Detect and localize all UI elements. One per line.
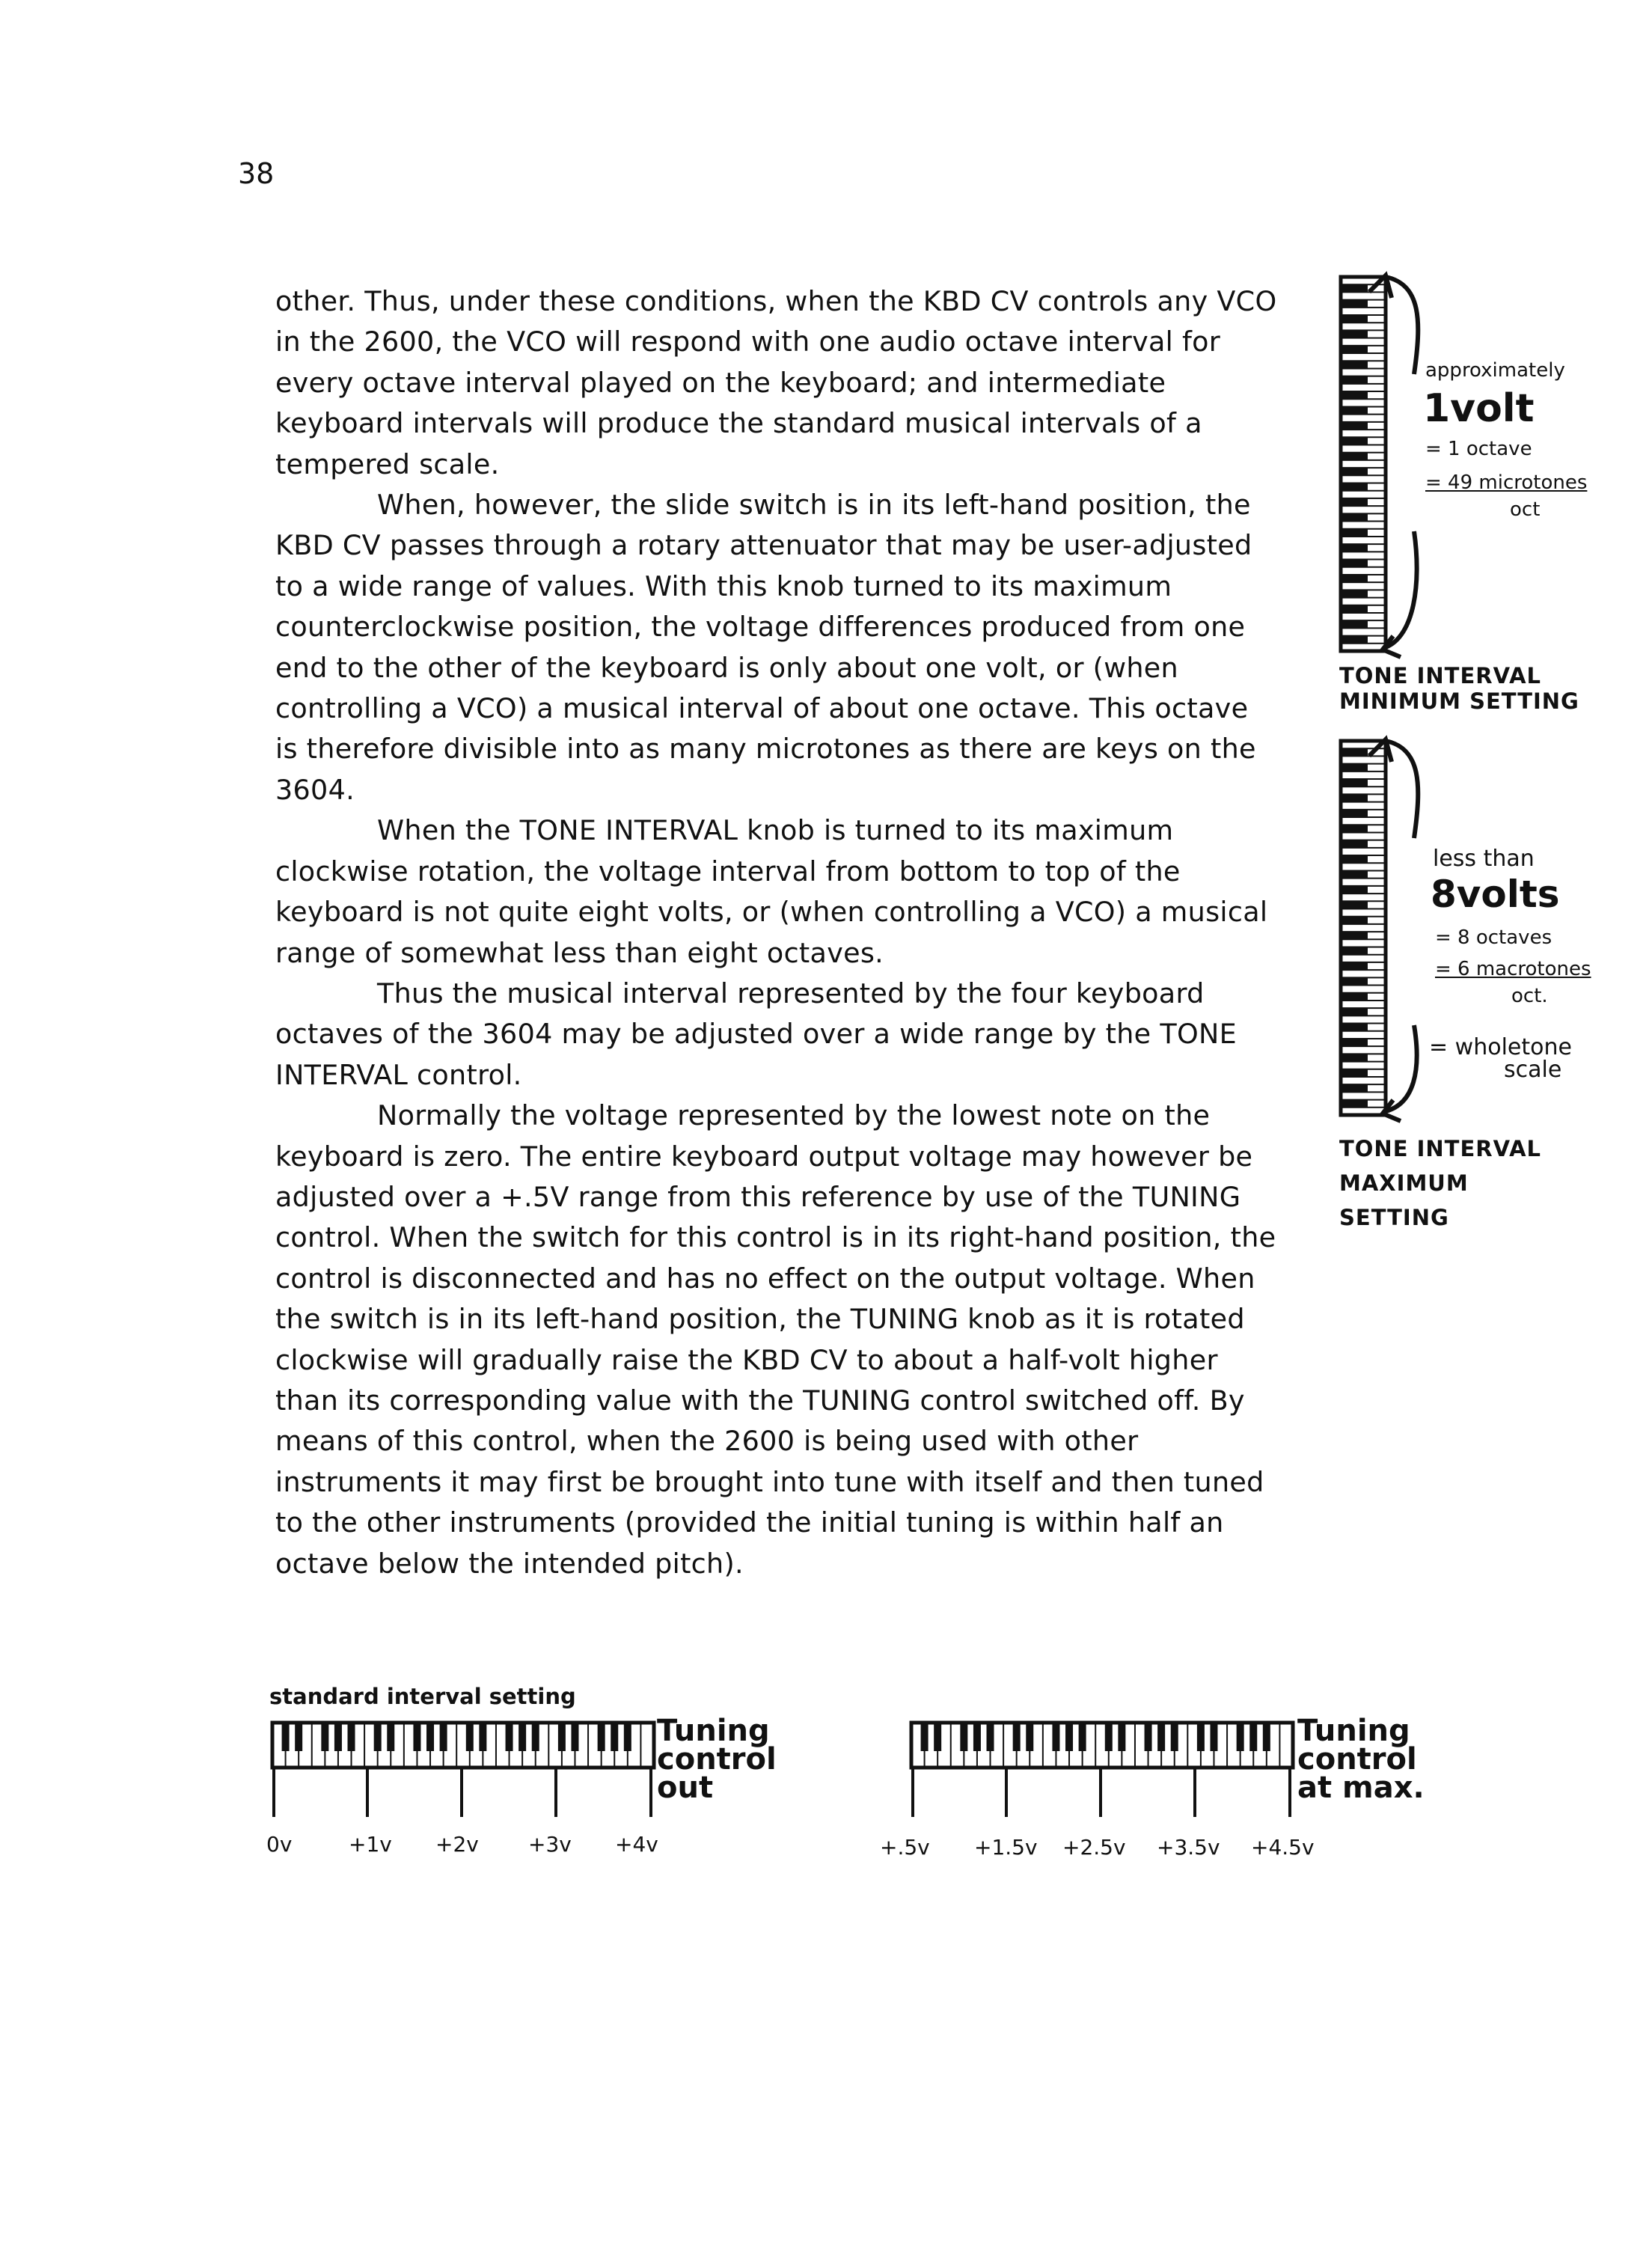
black-key — [1341, 330, 1368, 337]
black-key — [1249, 1723, 1257, 1751]
black-key — [1341, 932, 1368, 939]
one-volt-note: 1volt — [1423, 386, 1535, 431]
scale-note: scale — [1504, 1057, 1562, 1083]
black-key — [1341, 1100, 1368, 1108]
keyboard-horizontal-left — [271, 1721, 667, 1826]
black-key — [413, 1723, 420, 1751]
black-key — [921, 1723, 929, 1751]
one-octave-note: = 1 octave — [1425, 438, 1532, 460]
black-key — [1341, 605, 1368, 613]
black-key — [1026, 1723, 1033, 1751]
paragraph: Thus the musical interval represented by the four keyboard octaves of the 3604 may be adjusted over a wide range by the TONE INTERVAL control. — [275, 977, 1237, 1091]
microtones-note: = 49 microtones — [1425, 471, 1588, 494]
tuning-line: Tuning — [657, 1714, 770, 1748]
black-key — [1341, 993, 1368, 1001]
black-key — [1013, 1723, 1021, 1751]
tuning-line: control — [657, 1742, 777, 1777]
caption-line: TONE INTERVAL — [1339, 663, 1541, 688]
less-than-note: less than — [1433, 846, 1535, 872]
black-key — [987, 1723, 994, 1751]
black-key — [1145, 1723, 1152, 1751]
black-key — [1341, 1039, 1368, 1046]
black-key — [282, 1723, 290, 1751]
black-key — [1171, 1723, 1178, 1751]
tuning-line: control — [1297, 1742, 1417, 1777]
black-key — [1341, 962, 1368, 970]
black-key — [1341, 977, 1368, 985]
black-key — [1341, 917, 1368, 924]
volt-label: +.5v — [880, 1835, 930, 1860]
black-key — [1341, 529, 1368, 537]
black-key — [1210, 1723, 1217, 1751]
black-key — [1341, 346, 1368, 353]
caption-line: TONE INTERVAL — [1339, 1136, 1541, 1161]
black-key — [1341, 1008, 1368, 1015]
volt-label: +4v — [615, 1832, 658, 1857]
black-key — [1341, 590, 1368, 597]
tuning-line: out — [657, 1771, 714, 1805]
black-key — [1341, 575, 1368, 582]
black-key — [934, 1723, 941, 1751]
paragraph: When, however, the slide switch is in its left-hand position, the KBD CV passes through a rotary attenuator that may be user-adjusted to a wide range of values. With this knob turned to its maximum counterclockwise position, the voltage differences produced from one end to the other of the keyboard is only about one volt, or (when controlling a VCO) a musical interval of about one octave. This octave is therefore divisible into as many microtones as there are keys on the 3604. — [275, 489, 1256, 806]
black-key — [1197, 1723, 1205, 1751]
black-key — [1341, 810, 1368, 817]
black-key — [1341, 947, 1368, 955]
eight-octaves-note: = 8 octaves — [1435, 926, 1552, 949]
approx-note: approximately — [1425, 359, 1565, 382]
black-key — [1105, 1723, 1113, 1751]
volt-label: +2v — [435, 1832, 479, 1857]
black-key — [1341, 901, 1368, 908]
oct-note: oct. — [1511, 985, 1548, 1007]
black-key — [1341, 498, 1368, 506]
paragraph: Normally the voltage represented by the lowest note on the keyboard is zero. The entire keyboard output voltage may however be adjusted over a +.5V range from this reference by use of the TUNING control. When the switch for this control is in its right-hand position, the control is disconnected and has no effect on the output voltage. When the switch is in its left-hand position, the TUNING knob as it is rotated clockwise will gradually raise the KBD CV to about a half-volt higher than its corresponding value with the TUNING control switched off. By means of this control, when the 2600 is being used with other instruments it may first be brought into tune with itself and then tuned to the other instruments (provided the initial tuning is within half an octave below the intended pitch). — [275, 1099, 1276, 1580]
black-key — [1341, 748, 1368, 756]
caption-line: MINIMUM SETTING — [1339, 688, 1579, 714]
black-key — [374, 1723, 382, 1751]
body-text — [275, 281, 1278, 1584]
black-key — [1341, 315, 1368, 323]
volt-label: +1v — [349, 1832, 392, 1857]
standard-interval-label: standard interval setting — [269, 1684, 576, 1709]
keyboard-vertical-min — [1339, 262, 1422, 666]
keyboard-horizontal-right — [910, 1721, 1306, 1826]
black-key — [1341, 453, 1368, 460]
black-key — [1065, 1723, 1073, 1751]
black-key — [1341, 1084, 1368, 1092]
black-key — [1341, 513, 1368, 521]
black-key — [321, 1723, 328, 1751]
caption-line: SETTING — [1339, 1205, 1449, 1230]
black-key — [1341, 620, 1368, 628]
volt-label: +2.5v — [1062, 1835, 1126, 1860]
black-key — [1341, 636, 1368, 644]
wholetone-note: = wholetone — [1429, 1034, 1572, 1060]
tuning-line: at max. — [1297, 1771, 1425, 1805]
black-key — [1341, 870, 1368, 878]
black-key — [1341, 1054, 1368, 1061]
black-key — [334, 1723, 342, 1751]
black-key — [611, 1723, 618, 1751]
tuning-control-out-label — [657, 1714, 777, 1805]
volt-label: +3.5v — [1157, 1835, 1220, 1860]
volt-label: 0v — [266, 1832, 293, 1857]
page-number: 38 — [238, 157, 275, 190]
black-key — [973, 1723, 981, 1751]
black-key — [1341, 840, 1368, 848]
oct-note: oct — [1510, 498, 1541, 521]
tuning-control-max-label — [1297, 1714, 1425, 1805]
black-key — [1341, 794, 1368, 801]
black-key — [1341, 300, 1368, 308]
macrotones-note: = 6 macrotones — [1435, 958, 1591, 980]
black-key — [1341, 483, 1368, 491]
tuning-line: Tuning — [1297, 1714, 1410, 1748]
keyboard-vertical-max — [1339, 726, 1422, 1130]
black-key — [1237, 1723, 1244, 1751]
black-key — [1341, 544, 1368, 552]
black-key — [1341, 779, 1368, 786]
black-key — [1341, 886, 1368, 894]
black-key — [1157, 1723, 1165, 1751]
black-key — [440, 1723, 447, 1751]
black-key — [1341, 422, 1368, 430]
black-key — [571, 1723, 578, 1751]
black-key — [426, 1723, 434, 1751]
black-key — [479, 1723, 486, 1751]
black-key — [624, 1723, 631, 1751]
black-key — [295, 1723, 302, 1751]
black-key — [1263, 1723, 1270, 1751]
black-key — [1118, 1723, 1125, 1751]
paragraph: When the TONE INTERVAL knob is turned to its maximum clockwise rotation, the voltage interval from bottom to top of the keyboard is not quite eight volts, or (when controlling a VCO) a musical range of somewhat less than eight octaves. — [275, 814, 1268, 969]
paragraph: other. Thus, under these conditions, when the KBD CV controls any VCO in the 2600, the VCO will respond with one audio octave interval for every octave interval played on the keyboard; and intermediate keyboard intervals will produce the standard musical intervals of a tempered scale. — [275, 285, 1277, 480]
black-key — [1341, 391, 1368, 399]
black-key — [1341, 825, 1368, 832]
black-key — [1341, 1024, 1368, 1031]
black-key — [1341, 468, 1368, 475]
black-key — [532, 1723, 539, 1751]
black-key — [1052, 1723, 1059, 1751]
black-key — [1341, 1069, 1368, 1077]
black-key — [348, 1723, 355, 1751]
black-key — [1341, 361, 1368, 368]
eight-volts-note: 8volts — [1431, 873, 1560, 916]
volt-label: +1.5v — [974, 1835, 1038, 1860]
black-key — [518, 1723, 526, 1751]
black-key — [598, 1723, 605, 1751]
tone-interval-min-caption — [1339, 663, 1579, 714]
tone-interval-max-caption — [1339, 1131, 1541, 1235]
volt-label: +4.5v — [1251, 1835, 1315, 1860]
black-key — [1341, 855, 1368, 863]
black-key — [1341, 376, 1368, 384]
black-key — [558, 1723, 566, 1751]
black-key — [387, 1723, 394, 1751]
black-key — [1341, 406, 1368, 414]
black-key — [1079, 1723, 1086, 1751]
black-key — [466, 1723, 474, 1751]
caption-line: MAXIMUM — [1339, 1170, 1469, 1196]
black-key — [1341, 284, 1368, 292]
black-key — [960, 1723, 967, 1751]
black-key — [506, 1723, 513, 1751]
black-key — [1341, 437, 1368, 445]
volt-label: +3v — [528, 1832, 572, 1857]
black-key — [1341, 560, 1368, 567]
black-key — [1341, 764, 1368, 772]
